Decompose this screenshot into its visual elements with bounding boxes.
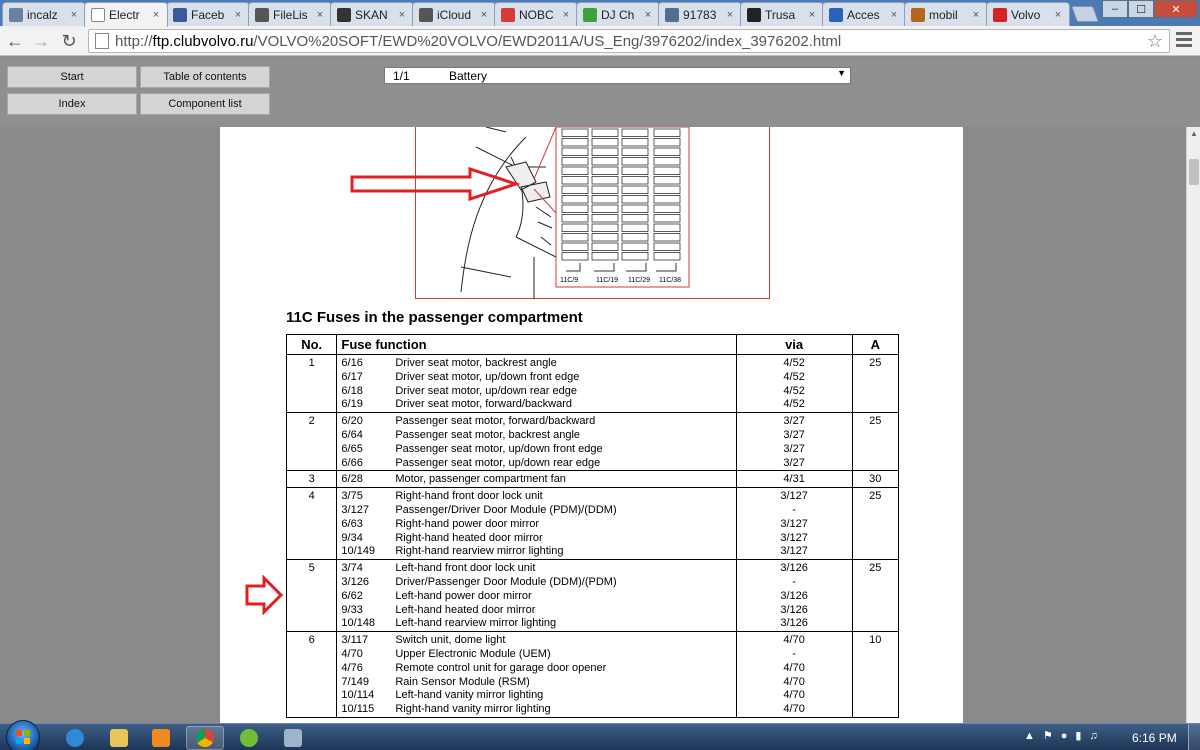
browser-tab[interactable] — [494, 2, 578, 26]
fuse-slot — [562, 186, 588, 194]
via-code: - — [792, 647, 796, 660]
chrome-menu-icon[interactable] — [1176, 32, 1192, 48]
annotation-arrow-diagram — [350, 167, 520, 201]
fuse-slot — [592, 196, 618, 204]
utorrent-icon[interactable] — [230, 726, 268, 750]
browser-tab[interactable] — [904, 2, 988, 26]
fuse-function: Left-hand front door lock unit — [395, 562, 536, 575]
fuse-group-row — [287, 471, 899, 488]
fuse-slot — [622, 205, 648, 213]
via-code: 3/126 — [780, 589, 808, 602]
fuse-slot — [562, 148, 588, 156]
fuse-label: 11C/38 — [659, 277, 682, 284]
forward-icon[interactable]: → — [32, 30, 50, 51]
component-code: 6/66 — [341, 456, 363, 469]
fuse-slot — [562, 158, 588, 166]
fuse-number: 6 — [287, 632, 337, 718]
component-code: 7/149 — [341, 675, 369, 688]
chrome-icon[interactable] — [186, 726, 224, 750]
fuse-amperage: 25 — [852, 355, 898, 413]
fuse-slot — [654, 167, 680, 175]
fuse-slot — [562, 224, 588, 232]
dropdown-caret-icon: ▼ — [837, 68, 846, 78]
fuse-function: Left-hand power door mirror — [395, 589, 532, 602]
start-orb-icon[interactable] — [6, 720, 40, 750]
fuse-slot — [592, 253, 618, 261]
tab-title: iCloud — [437, 7, 472, 22]
swedish-flag-icon — [829, 8, 843, 22]
browser-tab[interactable] — [740, 2, 824, 26]
component-code: 9/34 — [341, 531, 363, 544]
component-code: 6/20 — [341, 415, 363, 428]
fuse-function: Right-hand heated door mirror — [395, 531, 543, 544]
fuse-slot — [622, 253, 648, 261]
fuse-function: Remote control unit for garage door opener — [395, 661, 607, 674]
fuse-table — [286, 334, 899, 718]
fuse-slot — [622, 177, 648, 185]
fuse-slot — [622, 129, 648, 137]
tab-close-icon[interactable]: × — [644, 8, 652, 21]
component-codes-cell — [337, 560, 391, 632]
vertical-scrollbar[interactable] — [1186, 127, 1200, 723]
fuse-function: Driver/Passenger Door Module (DDM)/(PDM) — [395, 575, 617, 588]
fuse-slot — [562, 139, 588, 147]
fuse-slot — [622, 139, 648, 147]
new-tab-button[interactable] — [1071, 6, 1099, 22]
component-list-button[interactable]: Component list — [140, 93, 270, 115]
fuse-slot — [592, 234, 618, 242]
tab-close-icon[interactable]: × — [972, 8, 980, 21]
tab-title: SKAN — [355, 7, 388, 22]
tab-close-icon[interactable]: × — [316, 8, 324, 21]
page-select[interactable] — [384, 67, 851, 84]
via-cell — [736, 560, 852, 632]
file-explorer-icon[interactable] — [100, 726, 138, 750]
tab-title: DJ Ch — [601, 7, 635, 22]
component-code: 10/115 — [341, 703, 375, 716]
fuse-slot — [654, 253, 680, 261]
page-title: Battery — [449, 68, 488, 83]
via-code: 4/70 — [783, 634, 805, 647]
component-code: 10/148 — [341, 617, 376, 630]
fuse-slot — [654, 215, 680, 223]
fuse-box-illustration — [416, 127, 771, 299]
fuse-slot — [654, 148, 680, 156]
fuse-number: 5 — [287, 560, 337, 632]
tray-expand-icon[interactable]: ▲ — [1024, 729, 1035, 742]
url-host: ftp.clubvolvo.ru — [152, 32, 254, 50]
fuse-slot — [592, 215, 618, 223]
component-codes-cell — [337, 471, 391, 488]
tab-title: Faceb — [191, 7, 225, 22]
component-code: 10/114 — [341, 689, 375, 702]
via-cell — [736, 355, 852, 413]
via-code: 3/127 — [780, 517, 808, 530]
fuse-label: 11C/9 — [560, 277, 579, 284]
fuse-slot — [654, 196, 680, 204]
fuse-function-cell — [391, 488, 736, 560]
component-code: 9/33 — [341, 603, 363, 616]
fuse-slot — [592, 177, 618, 185]
component-code: 3/117 — [341, 634, 369, 647]
component-codes-cell — [337, 413, 391, 471]
fuse-slot — [654, 177, 680, 185]
browser-tab[interactable] — [166, 2, 250, 26]
via-cell — [736, 413, 852, 471]
via-code: 3/127 — [780, 531, 808, 544]
fuse-slot — [592, 129, 618, 137]
media-player-icon[interactable] — [142, 726, 180, 750]
fuse-function: Left-hand vanity mirror lighting — [395, 689, 544, 702]
fuse-function: Left-hand heated door mirror — [395, 603, 536, 616]
filelist-icon — [255, 8, 269, 22]
component-code: 3/127 — [341, 503, 369, 516]
browser-tab[interactable] — [330, 2, 414, 26]
fuse-function: Right-hand vanity mirror lighting — [395, 703, 551, 716]
browser-tab[interactable] — [2, 2, 86, 26]
facebook-icon — [173, 8, 187, 22]
fuse-slot — [562, 196, 588, 204]
header-fuse-function: Fuse function — [337, 335, 736, 355]
component-code: 6/64 — [341, 428, 363, 441]
tray-app-icon[interactable]: ● — [1060, 729, 1068, 742]
volume-icon[interactable]: ♫ — [1089, 729, 1098, 742]
youtube-icon — [993, 8, 1007, 22]
via-code: - — [792, 575, 796, 588]
fuse-label: 11C/29 — [628, 277, 651, 284]
fuse-amperage: 25 — [852, 413, 898, 471]
fuse-function: Passenger seat motor, up/down front edge — [395, 442, 603, 455]
component-codes-cell — [337, 488, 391, 560]
m-icon — [747, 8, 761, 22]
fuse-slot — [562, 167, 588, 175]
fuse-number: 2 — [287, 413, 337, 471]
tab-title: Volvo — [1011, 7, 1041, 22]
via-code: 3/127 — [780, 490, 808, 503]
via-code: - — [792, 503, 796, 516]
tab-title: mobil — [929, 7, 958, 22]
browser-tab[interactable] — [84, 2, 168, 27]
via-code: 4/70 — [783, 689, 805, 702]
via-code: 3/126 — [780, 562, 808, 575]
fuse-slot — [592, 186, 618, 194]
fuse-slot — [622, 158, 648, 166]
via-code: 3/126 — [780, 603, 808, 616]
download-icon — [583, 8, 597, 22]
fuse-slot — [562, 177, 588, 185]
fuse-function: Right-hand rearview mirror lighting — [395, 545, 564, 558]
fuse-function: Motor, passenger compartment fan — [395, 473, 566, 486]
section-title: 11C Fuses in the passenger compartment — [286, 309, 583, 326]
fuse-slot — [562, 215, 588, 223]
tab-title: NOBC — [519, 7, 554, 22]
via-code: 3/127 — [780, 545, 808, 558]
fuse-function-cell — [391, 471, 736, 488]
page-number: 1/1 — [393, 68, 410, 83]
fuse-function: Passenger seat motor, backrest angle — [395, 428, 581, 441]
fuse-slot — [622, 224, 648, 232]
apple-icon — [419, 8, 433, 22]
fuse-group-row — [287, 488, 899, 560]
fuse-number: 1 — [287, 355, 337, 413]
action-center-icon[interactable]: ⚑ — [1042, 730, 1053, 742]
scrollbar-thumb[interactable] — [1189, 159, 1199, 185]
component-code: 6/17 — [341, 370, 363, 383]
tab-close-icon[interactable]: × — [70, 8, 78, 21]
network-icon[interactable]: ▮ — [1075, 730, 1082, 742]
windows-taskbar — [0, 723, 1200, 750]
component-code: 4/76 — [341, 661, 363, 674]
speaker-icon — [501, 8, 515, 22]
globe-icon — [9, 8, 23, 22]
ewd-toolbar — [0, 57, 1200, 127]
browser-tab[interactable] — [248, 2, 332, 26]
via-cell — [736, 471, 852, 488]
component-code: 3/75 — [341, 490, 363, 503]
fuse-function-cell — [391, 560, 736, 632]
fuse-slot — [622, 186, 648, 194]
tab-close-icon[interactable]: × — [480, 8, 488, 21]
fuse-slot — [562, 253, 588, 261]
fuse-function: Left-hand rearview mirror lighting — [395, 617, 557, 630]
component-code: 6/16 — [341, 357, 363, 369]
table-header-row — [287, 335, 899, 355]
document-viewport — [0, 127, 1186, 723]
via-code: 4/52 — [783, 370, 805, 383]
browser-tab[interactable] — [986, 2, 1070, 26]
car-icon — [665, 8, 679, 22]
fuse-function: Driver seat motor, up/down front edge — [395, 370, 580, 383]
fuse-function: Driver seat motor, up/down rear edge — [395, 384, 577, 397]
moose-icon — [337, 8, 351, 22]
annotation-arrow-row5 — [244, 575, 284, 615]
fuse-box-diagram — [415, 127, 770, 299]
back-icon[interactable]: ← — [6, 30, 24, 51]
address-bar[interactable] — [88, 29, 1170, 53]
component-code: 4/70 — [341, 647, 363, 660]
via-cell — [736, 632, 852, 718]
fuse-group-row — [287, 413, 899, 471]
fuse-function-cell — [391, 355, 736, 413]
system-tray — [1024, 729, 1098, 742]
fuse-function: Passenger/Driver Door Module (PDM)/(DDM) — [395, 503, 617, 516]
fuse-function: Driver seat motor, forward/backward — [395, 398, 573, 411]
via-code: 4/52 — [783, 398, 805, 411]
url-prefix: http:// — [115, 32, 153, 50]
component-code: 6/28 — [341, 473, 363, 486]
browser-tab[interactable] — [658, 2, 742, 26]
browser-tab[interactable] — [822, 2, 906, 26]
fuse-slot — [622, 196, 648, 204]
url-path: /VOLVO%20SOFT/EWD%20VOLVO/EWD2011A/US_Eng/3976202/index_3976202.html — [253, 32, 842, 50]
fuse-amperage: 10 — [852, 632, 898, 718]
red-arrow-icon — [352, 169, 516, 199]
fuse-group-row — [287, 560, 899, 632]
fuse-function: Right-hand power door mirror — [395, 517, 540, 530]
component-code: 6/63 — [341, 517, 363, 530]
fuse-function: Passenger seat motor, forward/backward — [395, 415, 596, 428]
fuse-function: Driver seat motor, backrest angle — [395, 357, 557, 369]
component-code: 3/74 — [341, 562, 363, 575]
fuse-slot — [592, 139, 618, 147]
fuse-slot — [592, 158, 618, 166]
internet-explorer-icon[interactable] — [56, 726, 94, 750]
fuse-label: 11C/19 — [596, 277, 619, 284]
fuse-slot — [592, 148, 618, 156]
document-page — [220, 127, 963, 723]
via-code: 3/27 — [783, 456, 805, 469]
tab-title: Electr — [109, 8, 140, 22]
tab-title: incalz — [27, 7, 58, 22]
fuse-slot — [654, 234, 680, 242]
header-no: No. — [287, 335, 337, 355]
header-amps: A — [852, 335, 898, 355]
fuse-slot — [562, 205, 588, 213]
fuse-slot — [622, 148, 648, 156]
fuse-function-cell — [391, 632, 736, 718]
show-desktop-button[interactable] — [1188, 724, 1200, 750]
fuse-slot — [622, 167, 648, 175]
fuse-slot — [562, 234, 588, 242]
browser-navbar — [0, 26, 1200, 56]
fuse-slot — [654, 243, 680, 251]
index-button[interactable]: Index — [7, 93, 137, 115]
table-of-contents-button[interactable]: Table of contents — [140, 66, 270, 88]
browser-tab[interactable] — [576, 2, 660, 26]
fuse-slot — [654, 158, 680, 166]
fuse-slot — [592, 224, 618, 232]
tab-close-icon[interactable]: × — [1054, 8, 1062, 21]
component-code: 6/65 — [341, 442, 363, 455]
fuse-function: Switch unit, dome light — [395, 634, 506, 647]
via-cell — [736, 488, 852, 560]
tab-close-icon[interactable]: × — [562, 8, 570, 21]
fuse-slot — [654, 205, 680, 213]
fuse-slot — [562, 129, 588, 137]
tab-close-icon[interactable]: × — [398, 8, 406, 21]
tab-title: 91783 — [683, 7, 717, 22]
fuse-number: 3 — [287, 471, 337, 488]
via-code: 3/27 — [783, 415, 805, 428]
tab-title: Acces — [847, 7, 880, 22]
page-icon — [95, 33, 109, 49]
fuse-amperage: 30 — [852, 471, 898, 488]
red-arrow-icon — [247, 578, 281, 612]
page-icon — [91, 8, 105, 22]
fuse-function: Rain Sensor Module (RSM) — [395, 675, 530, 688]
fuse-slot — [592, 205, 618, 213]
start-button[interactable]: Start — [7, 66, 137, 88]
tab-close-icon[interactable]: × — [152, 9, 160, 21]
header-via: via — [736, 335, 852, 355]
tab-close-icon[interactable]: × — [808, 8, 816, 21]
fuse-group-row — [287, 632, 899, 718]
via-code: 4/52 — [783, 357, 805, 369]
via-code: 4/52 — [783, 384, 805, 397]
via-code: 4/31 — [783, 473, 805, 486]
component-codes-cell — [337, 355, 391, 413]
fuse-slot — [592, 243, 618, 251]
component-codes-cell — [337, 632, 391, 718]
fuse-slot — [562, 243, 588, 251]
fuse-slot — [592, 167, 618, 175]
component-code: 6/62 — [341, 589, 363, 602]
fuse-slot — [654, 139, 680, 147]
reload-icon[interactable]: ↻ — [61, 30, 77, 51]
via-code: 3/27 — [783, 428, 805, 441]
tab-close-icon[interactable]: × — [726, 8, 734, 21]
tab-title: FileLis — [273, 7, 308, 22]
close-window-button[interactable]: ✕ — [1154, 0, 1198, 18]
fuse-slot — [654, 129, 680, 137]
fuse-grid — [562, 129, 680, 260]
via-code: 4/70 — [783, 675, 805, 688]
via-code: 3/126 — [780, 617, 808, 630]
network-app-icon[interactable] — [274, 726, 312, 750]
fuse-slot — [622, 243, 648, 251]
component-code: 6/18 — [341, 384, 363, 397]
tab-close-icon[interactable]: × — [890, 8, 898, 21]
fuse-group-row — [287, 355, 899, 413]
fuse-amperage: 25 — [852, 560, 898, 632]
tab-title: Trusa — [765, 7, 796, 22]
browser-tab-strip — [0, 0, 1200, 26]
fuse-function: Passenger seat motor, up/down rear edge — [395, 456, 601, 469]
fuse-slot — [622, 234, 648, 242]
component-code: 10/149 — [341, 545, 376, 558]
maximize-button[interactable]: ☐ — [1128, 0, 1154, 18]
clock[interactable]: 6:16 PM — [1132, 731, 1177, 745]
fuse-slot — [654, 224, 680, 232]
fuse-function-cell — [391, 413, 736, 471]
via-code: 4/70 — [783, 703, 805, 716]
fuse-number: 4 — [287, 488, 337, 560]
fuse-amperage: 25 — [852, 488, 898, 560]
fuse-function: Right-hand front door lock unit — [395, 490, 543, 503]
component-code: 6/19 — [341, 398, 363, 411]
scroll-up-icon[interactable]: ▲ — [1190, 129, 1198, 138]
via-code: 4/70 — [783, 661, 805, 674]
minimize-button[interactable]: – — [1102, 0, 1128, 18]
bookmark-star-icon[interactable]: ☆ — [1146, 31, 1163, 51]
via-code: 3/27 — [783, 442, 805, 455]
fuse-function: Upper Electronic Module (UEM) — [395, 647, 551, 660]
fuse-slot — [622, 215, 648, 223]
fuse-slot — [654, 186, 680, 194]
browser-tab[interactable] — [412, 2, 496, 26]
mobile-de-icon — [911, 8, 925, 22]
tab-close-icon[interactable]: × — [234, 8, 242, 21]
component-code: 3/126 — [341, 575, 369, 588]
